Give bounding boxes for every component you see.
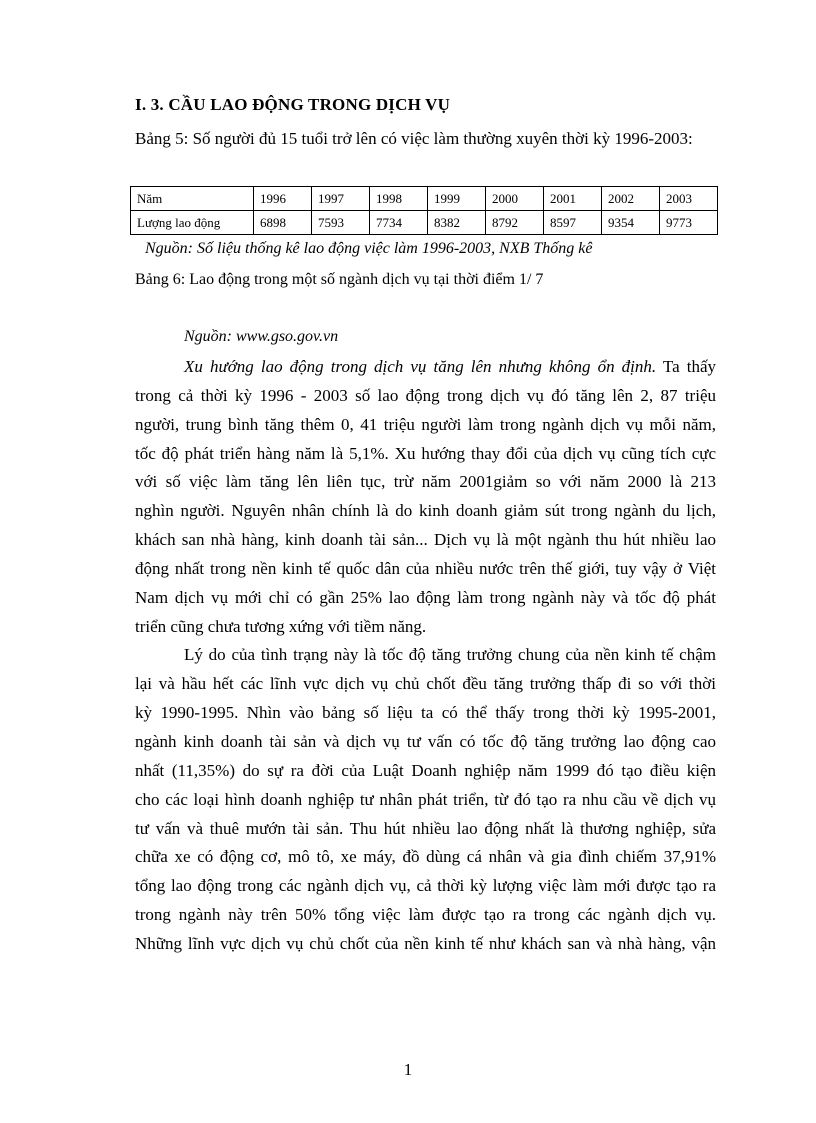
table-cell: 9773	[660, 211, 718, 235]
text-line: nghìn người. Nguyên nhân chính là do kinh doanh giảm sút trong ngành du lịch,	[135, 501, 716, 521]
text-line: nhất (11,35%) do sự ra đời của Luật Doanh nghiệp năm 1999 đó tạo điều kiện	[135, 760, 716, 780]
paragraph1-lead: Xu hướng lao động trong dịch vụ tăng lên nhưng không ổn định.	[184, 357, 657, 376]
text-line: trong cả thời kỳ 1996 - 2003 số lao động trong dịch vụ đó tăng lên 2, 87 triệu	[135, 385, 716, 405]
text-line: người, trung bình tăng thêm 0, 41 triệu người làm trong ngành dịch vụ mỗi năm,	[135, 414, 716, 434]
text-line: Nam dịch vụ mới chỉ có gần 25% lao động làm trong ngành này và tốc độ phát	[135, 587, 716, 607]
text-line: với số việc làm tăng lên liên tục, trừ năm 2001giảm so với năm 2000 là 213	[135, 472, 716, 492]
paragraph1-first-line	[135, 353, 716, 382]
text-line: tốc độ phát triển hàng năm là 5,1%. Xu hướng thay đổi của dịch vụ cũng tích cực	[135, 443, 716, 463]
table-cell: 9354	[602, 211, 660, 235]
page-number: 1	[403, 1060, 413, 1079]
section-heading: I. 3. CẦU LAO ĐỘNG TRONG DỊCH VỤ	[135, 95, 451, 114]
table5-source: Nguồn: Số liệu thống kê lao động việc làm 1996-2003, NXB Thống kê	[145, 240, 593, 257]
table6-caption: Bảng 6: Lao động trong một số ngành dịch vụ tại thời điểm 1/ 7	[135, 271, 544, 288]
table-cell: 2001	[544, 187, 602, 211]
table-cell: 7593	[312, 211, 370, 235]
table-cell: 1999	[428, 187, 486, 211]
table-cell: 1997	[312, 187, 370, 211]
table-cell: 8597	[544, 211, 602, 235]
table-header-row	[131, 187, 718, 211]
text-line: cho các loại hình doanh nghiệp tư nhân phát triển, từ đó tạo ra nhu cầu về dịch vụ	[135, 789, 716, 809]
text-line: lại và hầu hết các lĩnh vực dịch vụ chủ chốt đều tăng trưởng thấp đi so với thời	[135, 674, 716, 694]
table-cell: 8382	[428, 211, 486, 235]
body-text	[135, 353, 716, 959]
text-line: khách san nhà hàng, kinh doanh tài sản... Dịch vụ là một ngành thu hút nhiều lao	[135, 530, 716, 550]
text-line: ngành kinh doanh tài sản và dịch vụ tư vấn có tốc độ tăng trưởng lao động cao	[135, 731, 716, 751]
table-cell: 2000	[486, 187, 544, 211]
table-cell: 1998	[370, 187, 428, 211]
employment-table	[130, 186, 718, 235]
table-cell: 8792	[486, 211, 544, 235]
table-cell: 7734	[370, 211, 428, 235]
table6-source: Nguồn: www.gso.gov.vn	[184, 328, 339, 345]
text-line: triển cũng chưa tương xứng với tiềm năng.	[135, 616, 427, 636]
table-cell: 1996	[254, 187, 312, 211]
text-line: trong ngành này trên 50% tổng việc làm được tạo ra trong các ngành dịch vụ.	[135, 905, 716, 925]
paragraph1-lead-tail: Ta thấy	[656, 357, 716, 376]
table-cell: Lượng lao động	[131, 211, 254, 235]
text-line: tổng lao động trong các ngành dịch vụ, cả thời kỳ lượng việc làm mới được tạo ra	[135, 876, 716, 896]
text-line: tư vấn và thuê mướn tài sản. Thu hút nhiều lao động nhất là thương nghiệp, sửa	[135, 818, 716, 838]
table-cell: Năm	[131, 187, 254, 211]
table-cell: 6898	[254, 211, 312, 235]
text-line: Những lĩnh vực dịch vụ chủ chốt của nền kinh tế như khách san và nhà hàng, vận	[135, 933, 716, 953]
table-cell: 2003	[660, 187, 718, 211]
table-cell: 2002	[602, 187, 660, 211]
table5-caption: Bảng 5: Số người đủ 15 tuổi trở lên có việc làm thường xuyên thời kỳ 1996-2003:	[135, 129, 693, 148]
text-line: kỳ 1990-1995. Nhìn vào bảng số liệu ta có thể thấy trong thời kỳ 1995-2001,	[135, 703, 716, 723]
text-line: Lý do của tình trạng này là tốc độ tăng trưởng chung của nền kinh tế chậm	[184, 645, 716, 665]
text-line: chữa xe có động cơ, mô tô, xe máy, đồ dùng cá nhân và gia đình chiếm 37,91%	[135, 847, 716, 867]
table-row	[131, 211, 718, 235]
text-line: động nhất trong nền kinh tế quốc dân của nhiều nước trên thế giới, tuy vậy ở Việt	[135, 558, 716, 578]
